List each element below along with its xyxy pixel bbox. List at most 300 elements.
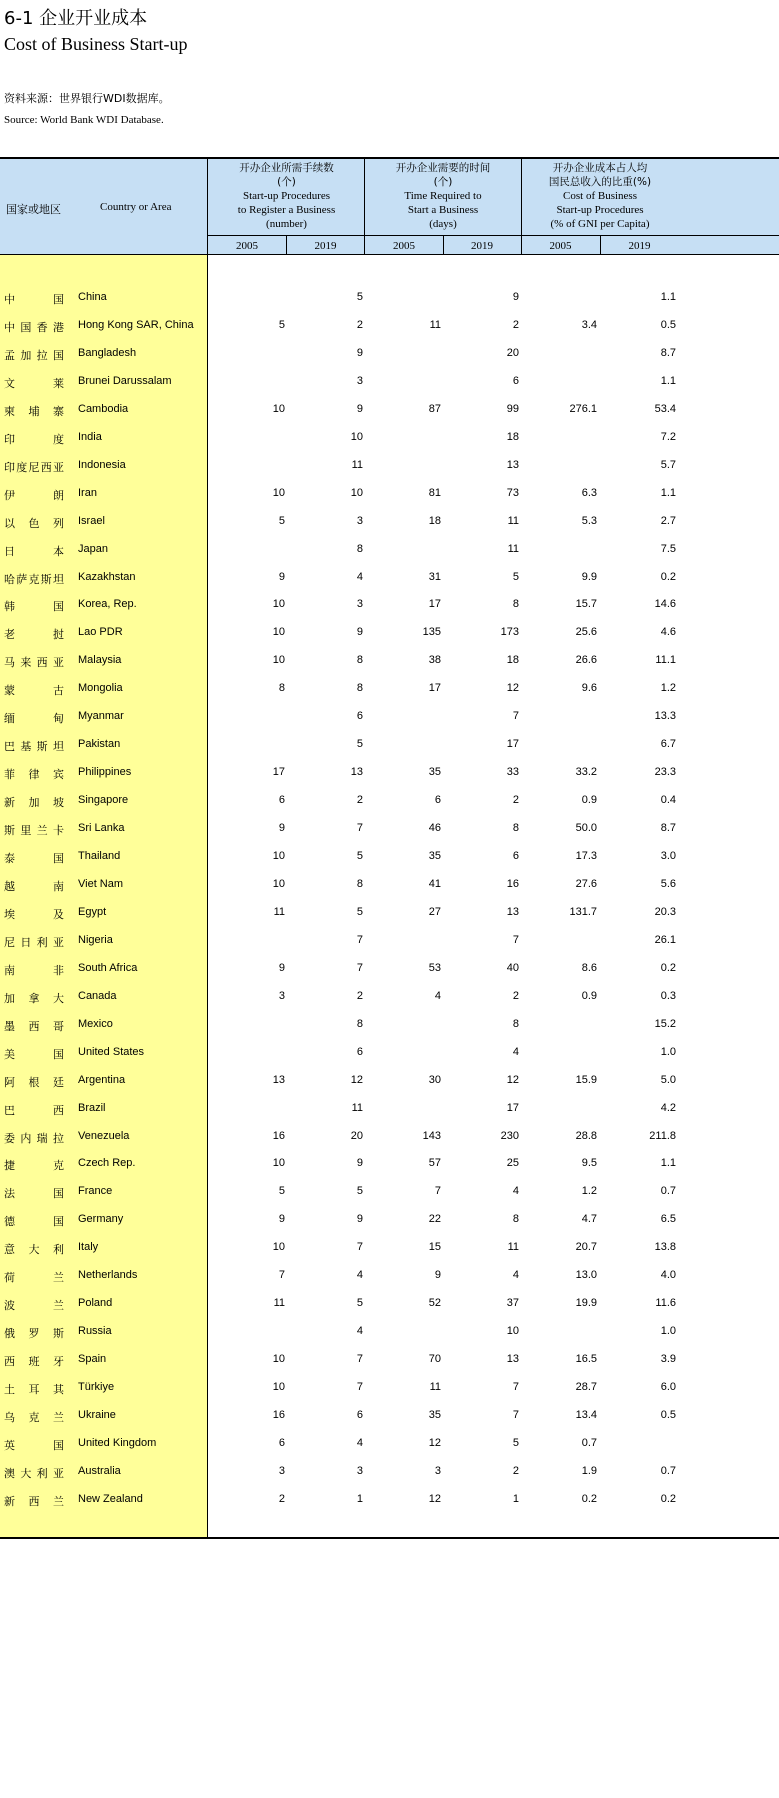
value-cell: 5.0 bbox=[660, 1073, 676, 1086]
country-name-cn: 阿根廷 bbox=[4, 1075, 64, 1089]
country-name-en: Russia bbox=[78, 1325, 112, 1338]
table-row bbox=[0, 317, 779, 337]
value-cell: 26.6 bbox=[575, 654, 597, 667]
country-name-en: Singapore bbox=[78, 794, 129, 807]
header-divider bbox=[286, 236, 287, 255]
value-cell: 1 bbox=[512, 1492, 519, 1505]
value-cell: 6.0 bbox=[660, 1381, 676, 1394]
country-name-en: Sri Lanka bbox=[78, 822, 125, 835]
value-cell: 173 bbox=[500, 626, 519, 639]
value-cell: 46 bbox=[428, 822, 441, 835]
value-cell: 7 bbox=[356, 822, 363, 835]
value-cell: 5.3 bbox=[581, 514, 597, 527]
value-cell: 9 bbox=[278, 822, 285, 835]
value-cell: 28.8 bbox=[575, 1129, 597, 1142]
value-cell: 6 bbox=[512, 374, 519, 387]
value-cell: 41 bbox=[428, 877, 441, 890]
value-cell: 31 bbox=[428, 570, 441, 583]
country-name-en: Mongolia bbox=[78, 682, 123, 695]
value-cell: 8 bbox=[356, 1017, 363, 1030]
header-divider bbox=[600, 236, 601, 255]
table-row bbox=[0, 1239, 779, 1259]
value-cell: 27.6 bbox=[575, 877, 597, 890]
country-name-en: Brazil bbox=[78, 1101, 106, 1114]
country-name-en: Venezuela bbox=[78, 1129, 130, 1142]
value-cell: 9 bbox=[356, 626, 363, 639]
value-cell: 10 bbox=[272, 598, 285, 611]
table-row bbox=[0, 1016, 779, 1036]
country-name-en: Netherlands bbox=[78, 1269, 138, 1282]
value-cell: 5 bbox=[356, 905, 363, 918]
value-cell: 1.0 bbox=[660, 1045, 676, 1058]
table-row bbox=[0, 680, 779, 700]
value-cell: 4 bbox=[356, 1269, 363, 1282]
country-name-en: Hong Kong SAR, China bbox=[78, 318, 194, 331]
table-row bbox=[0, 513, 779, 533]
value-cell: 8 bbox=[278, 682, 285, 695]
value-cell: 13 bbox=[506, 905, 519, 918]
value-cell: 6 bbox=[356, 1045, 363, 1058]
country-name-en: Pakistan bbox=[78, 738, 121, 751]
value-cell: 8.7 bbox=[660, 346, 676, 359]
country-name-en: Myanmar bbox=[78, 710, 124, 723]
value-cell: 5 bbox=[356, 850, 363, 862]
country-name-cn: 意大利 bbox=[4, 1243, 64, 1257]
value-cell: 7.5 bbox=[660, 542, 676, 555]
header-procedures: 开办企业所需手续数 (个) Start-up Procedures to Register a Business (number) bbox=[237, 162, 336, 230]
value-cell: 8.7 bbox=[660, 822, 676, 835]
table-row bbox=[0, 848, 779, 868]
country-name-cn: 伊朗 bbox=[4, 488, 64, 502]
table-row bbox=[0, 1044, 779, 1064]
year-header: 2019 bbox=[314, 240, 337, 252]
value-cell: 11 bbox=[507, 542, 519, 555]
table-row bbox=[0, 345, 779, 365]
value-cell: 27 bbox=[428, 905, 441, 918]
country-name-en: United Kingdom bbox=[78, 1436, 157, 1449]
value-cell: 99 bbox=[506, 402, 519, 415]
value-cell: 25.6 bbox=[575, 626, 597, 639]
year-header: 2005 bbox=[549, 240, 572, 252]
value-cell: 10 bbox=[272, 1353, 285, 1366]
country-name-cn: 马来西亚 bbox=[4, 656, 64, 670]
value-cell: 6 bbox=[278, 1436, 285, 1449]
country-name-en: United States bbox=[78, 1045, 145, 1058]
value-cell: 16.5 bbox=[575, 1353, 597, 1366]
country-name-cn: 巴西 bbox=[4, 1103, 64, 1117]
header-cost: 开办企业成本占人均 国民总收入的比重(%) Cost of Business Start-up Procedures (% of GNI per Capita) bbox=[548, 162, 652, 230]
country-name-cn: 巴基斯坦 bbox=[4, 740, 64, 754]
value-cell: 13 bbox=[350, 766, 363, 779]
country-name-cn: 美国 bbox=[4, 1047, 64, 1061]
table-row bbox=[0, 988, 779, 1008]
value-cell: 16 bbox=[506, 877, 519, 890]
value-cell: 5 bbox=[512, 570, 519, 583]
value-cell: 7 bbox=[434, 1185, 441, 1198]
country-name-en: Thailand bbox=[78, 850, 121, 862]
value-cell: 11 bbox=[273, 905, 285, 918]
value-cell: 3.9 bbox=[660, 1353, 676, 1366]
country-name-en: Brunei Darussalam bbox=[78, 374, 172, 387]
value-cell: 8.6 bbox=[581, 961, 597, 974]
page-title-en: Cost of Business Start-up bbox=[4, 34, 188, 54]
value-cell: 5 bbox=[278, 318, 285, 331]
value-cell: 17 bbox=[506, 1101, 519, 1114]
country-name-cn: 新加坡 bbox=[4, 796, 64, 810]
country-name-en: Malaysia bbox=[78, 654, 122, 667]
country-name-en: Mexico bbox=[78, 1017, 113, 1030]
country-name-cn: 乌克兰 bbox=[4, 1411, 64, 1424]
value-cell: 5.6 bbox=[660, 877, 676, 890]
value-cell: 2 bbox=[356, 318, 363, 331]
source-note-en: Source: World Bank WDI Database. bbox=[4, 114, 164, 126]
value-cell: 10 bbox=[272, 1241, 285, 1254]
country-name-en: Cambodia bbox=[78, 402, 129, 415]
country-name-cn: 中国 bbox=[4, 293, 64, 306]
value-cell: 7 bbox=[512, 1381, 519, 1394]
value-cell: 4 bbox=[356, 1325, 363, 1338]
country-name-cn: 印度 bbox=[4, 432, 64, 446]
value-cell: 9 bbox=[356, 346, 363, 359]
value-cell: 15.9 bbox=[575, 1073, 597, 1086]
value-cell: 15.2 bbox=[654, 1017, 676, 1030]
value-cell: 10 bbox=[272, 850, 285, 862]
country-name-en: Korea, Rep. bbox=[78, 598, 137, 611]
value-cell: 0.4 bbox=[660, 794, 676, 807]
value-cell: 1.9 bbox=[581, 1464, 597, 1477]
country-name-cn: 西班牙 bbox=[4, 1355, 64, 1369]
table-row bbox=[0, 1155, 779, 1175]
country-name-en: India bbox=[78, 430, 102, 443]
value-cell: 135 bbox=[422, 626, 441, 639]
value-cell: 13 bbox=[506, 458, 519, 471]
value-cell: 10 bbox=[272, 1381, 285, 1394]
value-cell: 0.2 bbox=[660, 1492, 676, 1505]
value-cell: 3 bbox=[356, 598, 363, 611]
table-row bbox=[0, 960, 779, 980]
value-cell: 52 bbox=[428, 1297, 441, 1310]
value-cell: 17 bbox=[428, 682, 441, 695]
country-name-cn: 以色列 bbox=[4, 516, 64, 530]
value-cell: 13.0 bbox=[575, 1269, 597, 1282]
value-cell: 2.7 bbox=[660, 514, 676, 527]
value-cell: 9 bbox=[278, 961, 285, 974]
value-cell: 4.6 bbox=[660, 626, 676, 639]
country-name-en: Argentina bbox=[78, 1073, 126, 1086]
table-row bbox=[0, 708, 779, 728]
value-cell: 8 bbox=[512, 598, 519, 611]
value-cell: 0.7 bbox=[660, 1464, 676, 1477]
value-cell: 20.3 bbox=[654, 905, 676, 918]
value-cell: 0.2 bbox=[581, 1492, 597, 1505]
value-cell: 5 bbox=[278, 514, 285, 527]
value-cell: 16 bbox=[272, 1409, 285, 1421]
value-cell: 6 bbox=[356, 1409, 363, 1421]
table-row bbox=[0, 652, 779, 672]
country-name-en: France bbox=[78, 1185, 113, 1198]
country-name-cn: 老挝 bbox=[4, 628, 64, 642]
table-row bbox=[0, 1128, 779, 1148]
value-cell: 40 bbox=[506, 961, 519, 974]
country-name-en: Bangladesh bbox=[78, 346, 137, 359]
year-header: 2019 bbox=[471, 240, 493, 252]
value-cell: 26.1 bbox=[654, 933, 676, 946]
table-row bbox=[0, 1407, 779, 1427]
value-cell: 28.7 bbox=[575, 1381, 597, 1394]
country-name-cn: 埃及 bbox=[4, 907, 64, 921]
country-name-en: Türkiye bbox=[78, 1381, 115, 1394]
country-name-cn: 俄罗斯 bbox=[4, 1327, 64, 1341]
value-cell: 5 bbox=[356, 1185, 363, 1198]
header-divider bbox=[521, 159, 522, 255]
table-row bbox=[0, 1491, 779, 1511]
country-name-en: Iran bbox=[78, 486, 97, 499]
country-name-cn: 蒙古 bbox=[4, 684, 64, 698]
value-cell: 17 bbox=[428, 598, 441, 611]
value-cell: 12 bbox=[506, 682, 519, 695]
value-cell: 9 bbox=[356, 1213, 363, 1226]
value-cell: 0.9 bbox=[581, 794, 597, 807]
value-cell: 3 bbox=[434, 1464, 441, 1477]
country-name-en: Nigeria bbox=[78, 933, 113, 946]
table-row bbox=[0, 1100, 779, 1120]
country-name-cn: 柬埔寨 bbox=[4, 404, 64, 418]
value-cell: 2 bbox=[512, 318, 519, 331]
table-row bbox=[0, 485, 779, 505]
country-name-cn: 菲律宾 bbox=[4, 768, 64, 782]
value-cell: 38 bbox=[428, 654, 441, 667]
value-cell: 53 bbox=[428, 961, 441, 974]
country-name-cn: 中国香港 bbox=[4, 320, 64, 334]
year-header: 2019 bbox=[628, 240, 651, 252]
value-cell: 17 bbox=[272, 766, 285, 779]
header-sub-rule bbox=[207, 235, 779, 236]
value-cell: 8 bbox=[512, 1213, 519, 1226]
value-cell: 11.6 bbox=[655, 1297, 676, 1310]
value-cell: 7 bbox=[356, 1381, 363, 1394]
value-cell: 6 bbox=[512, 850, 519, 862]
table-row bbox=[0, 1463, 779, 1483]
country-name-en: Canada bbox=[78, 989, 117, 1002]
country-name-en: Czech Rep. bbox=[78, 1157, 136, 1170]
value-cell: 50.0 bbox=[575, 822, 597, 835]
value-cell: 1.0 bbox=[660, 1325, 676, 1338]
value-cell: 2 bbox=[512, 1464, 519, 1477]
value-cell: 4 bbox=[434, 989, 441, 1002]
country-name-en: Australia bbox=[78, 1464, 121, 1477]
value-cell: 1.1 bbox=[660, 291, 676, 303]
value-cell: 9.6 bbox=[581, 682, 597, 695]
value-cell: 13.4 bbox=[575, 1409, 597, 1421]
value-cell: 211.8 bbox=[649, 1129, 676, 1142]
value-cell: 18 bbox=[428, 514, 441, 527]
value-cell: 11 bbox=[351, 1101, 363, 1114]
value-cell: 87 bbox=[428, 402, 441, 415]
value-cell: 12 bbox=[428, 1492, 441, 1505]
country-name-cn: 加拿大 bbox=[4, 991, 64, 1005]
value-cell: 9.5 bbox=[581, 1157, 597, 1170]
value-cell: 0.5 bbox=[660, 1409, 676, 1421]
country-name-en: Japan bbox=[78, 542, 108, 555]
country-name-en: Kazakhstan bbox=[78, 570, 136, 583]
table-row bbox=[0, 764, 779, 784]
value-cell: 8 bbox=[356, 682, 363, 695]
value-cell: 1 bbox=[356, 1492, 363, 1505]
value-cell: 11 bbox=[507, 514, 519, 527]
value-cell: 13 bbox=[272, 1073, 285, 1086]
value-cell: 10 bbox=[350, 486, 363, 499]
value-cell: 1.2 bbox=[581, 1185, 597, 1198]
value-cell: 11 bbox=[429, 318, 441, 331]
value-cell: 8 bbox=[356, 654, 363, 667]
value-cell: 9 bbox=[278, 1213, 285, 1226]
country-name-cn: 越南 bbox=[4, 879, 64, 893]
value-cell: 143 bbox=[422, 1129, 441, 1142]
value-cell: 7 bbox=[512, 933, 519, 946]
value-cell: 35 bbox=[428, 850, 441, 862]
value-cell: 6.3 bbox=[581, 486, 597, 499]
value-cell: 10 bbox=[272, 877, 285, 890]
country-name-cn: 斯里兰卡 bbox=[4, 824, 64, 838]
value-cell: 4 bbox=[356, 570, 363, 583]
country-name-cn: 德国 bbox=[4, 1215, 64, 1229]
value-cell: 19.9 bbox=[575, 1297, 597, 1310]
value-cell: 9 bbox=[356, 1157, 363, 1170]
value-cell: 16 bbox=[272, 1129, 285, 1142]
value-cell: 4 bbox=[512, 1045, 519, 1058]
table-row bbox=[0, 1351, 779, 1371]
value-cell: 7 bbox=[356, 933, 363, 946]
table-row bbox=[0, 1183, 779, 1203]
value-cell: 4 bbox=[512, 1269, 519, 1282]
table-row bbox=[0, 1267, 779, 1287]
value-cell: 20 bbox=[506, 346, 519, 359]
country-name-en: Spain bbox=[78, 1353, 107, 1366]
country-name-cn: 南非 bbox=[4, 963, 64, 977]
table-row bbox=[0, 1295, 779, 1315]
value-cell: 0.9 bbox=[581, 989, 597, 1002]
value-cell: 7 bbox=[512, 710, 519, 723]
value-cell: 276.1 bbox=[569, 402, 597, 415]
country-name-en: Philippines bbox=[78, 766, 132, 779]
value-cell: 37 bbox=[506, 1297, 519, 1310]
country-name-cn: 哈萨克斯坦 bbox=[4, 572, 64, 586]
value-cell: 17.3 bbox=[575, 850, 597, 862]
table-row bbox=[0, 904, 779, 924]
value-cell: 6.7 bbox=[660, 738, 676, 751]
table-row bbox=[0, 1072, 779, 1092]
value-cell: 33 bbox=[506, 766, 519, 779]
value-cell: 12 bbox=[428, 1436, 441, 1449]
country-name-cn: 捷克 bbox=[4, 1159, 64, 1173]
data-table bbox=[0, 157, 779, 1537]
country-name-cn: 文莱 bbox=[4, 376, 64, 390]
value-cell: 4.7 bbox=[581, 1213, 597, 1226]
country-name-cn: 印度尼西亚 bbox=[4, 460, 64, 474]
value-cell: 35 bbox=[428, 1409, 441, 1421]
table-row bbox=[0, 1379, 779, 1399]
table-row bbox=[0, 401, 779, 421]
page-title-cn: 6-1 企业开业成本 bbox=[4, 8, 148, 29]
value-cell: 8 bbox=[512, 822, 519, 835]
header-divider bbox=[207, 159, 208, 255]
table-row bbox=[0, 820, 779, 840]
value-cell: 0.2 bbox=[660, 570, 676, 583]
country-name-en: China bbox=[78, 291, 107, 303]
value-cell: 15 bbox=[428, 1241, 441, 1254]
value-cell: 13.3 bbox=[654, 710, 676, 723]
value-cell: 6 bbox=[434, 794, 441, 807]
value-cell: 13 bbox=[506, 1353, 519, 1366]
country-name-en: South Africa bbox=[78, 961, 138, 974]
country-name-en: Israel bbox=[78, 514, 105, 527]
value-cell: 10 bbox=[350, 430, 363, 443]
country-name-en: Egypt bbox=[78, 905, 107, 918]
header-time: 开办企业需要的时间 (个) Time Required to Start a Business (days) bbox=[395, 162, 491, 230]
table-bottom-rule bbox=[0, 1537, 779, 1539]
country-name-cn: 日本 bbox=[4, 544, 64, 558]
value-cell: 20.7 bbox=[575, 1241, 597, 1254]
country-name-en: Italy bbox=[78, 1241, 99, 1254]
header-country-cn: 国家或地区 bbox=[6, 203, 61, 216]
table-header bbox=[0, 159, 779, 255]
value-cell: 1.2 bbox=[660, 682, 676, 695]
year-header: 2005 bbox=[236, 240, 258, 252]
value-cell: 5 bbox=[278, 1185, 285, 1198]
value-cell: 11 bbox=[507, 1241, 519, 1254]
value-cell: 131.7 bbox=[569, 905, 597, 918]
country-name-cn: 泰国 bbox=[4, 852, 64, 865]
value-cell: 7 bbox=[356, 1353, 363, 1366]
value-cell: 230 bbox=[500, 1129, 519, 1142]
table-row bbox=[0, 876, 779, 896]
value-cell: 2 bbox=[356, 989, 363, 1002]
table-row bbox=[0, 569, 779, 589]
value-cell: 10 bbox=[272, 402, 285, 415]
value-cell: 7 bbox=[512, 1409, 519, 1421]
table-row bbox=[0, 1323, 779, 1343]
value-cell: 25 bbox=[506, 1157, 519, 1170]
value-cell: 5 bbox=[356, 291, 363, 303]
country-name-cn: 委内瑞拉 bbox=[4, 1131, 64, 1145]
value-cell: 7 bbox=[278, 1269, 285, 1282]
value-cell: 14.6 bbox=[654, 598, 676, 611]
table-row bbox=[0, 736, 779, 756]
value-cell: 5 bbox=[356, 738, 363, 751]
value-cell: 0.5 bbox=[660, 318, 676, 331]
table-row bbox=[0, 289, 779, 309]
value-cell: 9 bbox=[512, 291, 519, 303]
country-name-cn: 澳大利亚 bbox=[4, 1466, 64, 1480]
value-cell: 3 bbox=[356, 1464, 363, 1477]
value-cell: 70 bbox=[428, 1353, 441, 1366]
country-name-en: Germany bbox=[78, 1213, 124, 1226]
value-cell: 5 bbox=[356, 1297, 363, 1310]
value-cell: 4.0 bbox=[660, 1269, 676, 1282]
country-name-cn: 墨西哥 bbox=[4, 1019, 64, 1033]
value-cell: 11 bbox=[273, 1297, 285, 1310]
country-name-cn: 孟加拉国 bbox=[4, 348, 64, 362]
value-cell: 7 bbox=[356, 1241, 363, 1254]
country-name-cn: 新西兰 bbox=[4, 1494, 64, 1508]
table-row bbox=[0, 541, 779, 561]
value-cell: 9 bbox=[434, 1269, 441, 1282]
header-divider bbox=[364, 159, 365, 255]
value-cell: 73 bbox=[506, 486, 519, 499]
value-cell: 11.1 bbox=[655, 654, 676, 667]
value-cell: 4.2 bbox=[660, 1101, 676, 1114]
value-cell: 53.4 bbox=[654, 402, 676, 415]
